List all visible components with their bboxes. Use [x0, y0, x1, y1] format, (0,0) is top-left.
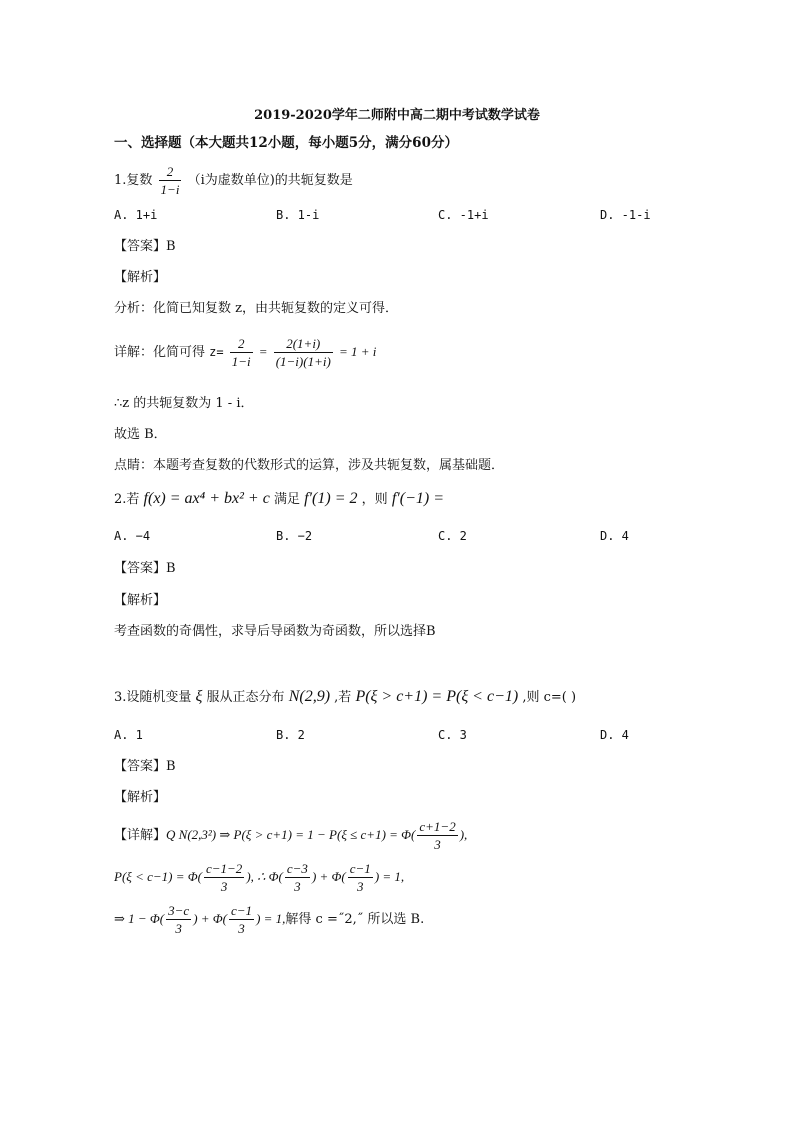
q1-detail	[114, 335, 376, 370]
question-1	[114, 163, 353, 198]
q3-l2c: ) + Φ(	[311, 869, 346, 884]
q2-answer: 【答案】B	[114, 561, 176, 576]
q3-l2b: ), ∴ Φ(	[246, 869, 283, 884]
q3-l1-frac	[417, 818, 457, 853]
question-2	[114, 490, 444, 509]
q3-l1b: ),	[459, 827, 468, 842]
q1-comment: 点睛：本题考查复数的代数形式的运算，涉及共轭复数，属基础题．	[114, 458, 505, 473]
q1-detail-frac1-den: 1−i	[231, 354, 251, 369]
q1-option-d: D. -1-i	[600, 208, 651, 222]
q3-l3-frac2	[229, 902, 254, 937]
q1-frac-num: 2	[159, 163, 182, 181]
q3-l3-num: 3−c	[168, 903, 190, 918]
q3-analysis-head: 【解析】	[114, 790, 167, 805]
q2-option-d: D. 4	[600, 529, 629, 543]
q1-analysis: 分析：化简已知复数 z，由共轭复数的定义可得．	[114, 301, 398, 316]
q1-suffix: （i为虚数单位)的共轭复数是	[187, 173, 353, 188]
q1-fraction	[159, 163, 182, 198]
q3-l1-den: 3	[434, 837, 441, 852]
q3-l1a: Q N(2,3²) ⇒ P(ξ > c+1) = 1 − P(ξ ≤ c+1) = Φ(	[166, 827, 416, 842]
q3-l3-den2: 3	[238, 921, 245, 936]
section-heading: 一、选择题（本大题共12小题，每小题5分，满分60分）	[114, 135, 458, 151]
q2-option-b: B. −2	[276, 529, 313, 543]
q3-cond: P(ξ > c+1) = P(ξ < c−1)	[355, 688, 519, 705]
q3-detail-line-1	[114, 818, 467, 853]
page-title: 2019-2020学年二师附中高二期中考试数学试卷	[254, 108, 540, 123]
q3-l2-num2: c−3	[286, 861, 308, 876]
q2-analysis-head: 【解析】	[114, 593, 167, 608]
q3-l2-num3: c−1	[349, 861, 371, 876]
q3-l3a: ⇒ 1 − Φ(	[114, 911, 165, 926]
q2-then: ，则	[361, 492, 388, 507]
q3-xi: ξ	[195, 688, 203, 705]
q2-prefix: 2.若	[114, 492, 140, 507]
q3-tail: ,则 c=( )	[522, 690, 577, 705]
q3-prefix: 3.设随机变量	[114, 690, 192, 705]
q3-l2-den3: 3	[357, 879, 364, 894]
q3-option-d: D. 4	[600, 728, 629, 742]
q1-detail-frac2	[274, 335, 333, 370]
q3-mid2: ,若	[334, 690, 352, 705]
q1-detail-frac2-den: (1−i)(1+i)	[275, 354, 331, 369]
q3-answer: 【答案】B	[114, 759, 176, 774]
q2-option-a: A. −4	[114, 529, 151, 543]
q3-l3b: ) + Φ(	[193, 911, 228, 926]
q3-detail-line-3	[114, 902, 424, 937]
q2-expr: f(x) = ax⁴ + bx² + c	[143, 490, 270, 507]
q1-detail-eq2: = 1 + i	[338, 344, 377, 359]
q2-ask: f′(−1) =	[391, 490, 445, 507]
q2-analysis: 考查函数的奇偶性，求导后导函数为奇函数，所以选择B	[114, 624, 436, 639]
question-3	[114, 688, 576, 707]
q3-l3-frac1	[166, 902, 191, 937]
q1-detail-eq1: =	[258, 344, 268, 359]
q1-detail-frac1	[230, 335, 253, 370]
q1-detail-frac1-num: 2	[230, 335, 253, 353]
q1-therefore: ∴z 的共轭复数为 1 - i．	[114, 396, 254, 411]
q1-detail-z: z=	[209, 345, 224, 359]
q1-detail-prefix: 详解：化简可得	[114, 345, 206, 360]
q1-prefix: 1.复数	[114, 173, 153, 188]
q1-analysis-head: 【解析】	[114, 270, 167, 285]
q1-detail-frac2-num: 2(1+i)	[274, 335, 333, 353]
q3-l2-frac3	[348, 860, 373, 895]
q3-l2-den: 3	[220, 879, 228, 894]
q3-l1-num: c+1−2	[419, 819, 456, 834]
q3-option-b: B. 2	[276, 728, 305, 742]
q3-dist: N(2,9)	[288, 688, 331, 705]
q1-option-b: B. 1-i	[276, 208, 320, 222]
q1-choose: 故选 B．	[114, 427, 167, 442]
q3-l2-den2: 3	[294, 879, 301, 894]
q3-option-a: A. 1	[114, 728, 143, 742]
q1-option-a: A. 1+i	[114, 208, 158, 222]
q1-answer: 【答案】B	[114, 239, 176, 254]
q3-l3-den: 3	[175, 921, 182, 936]
q3-detail-head: 【详解】	[114, 828, 167, 843]
q3-l3d: 解得 c =˝2,˝ 所以选 B.	[285, 912, 425, 927]
q1-frac-den: 1−i	[160, 182, 180, 197]
q3-l2-frac2	[285, 860, 310, 895]
q3-l2-frac1	[204, 860, 244, 895]
q2-option-c: C. 2	[438, 529, 467, 543]
q1-option-c: C. -1+i	[438, 208, 489, 222]
q2-cond: f′(1) = 2	[304, 490, 358, 507]
q2-mid: 满足	[273, 492, 300, 507]
q3-mid1: 服从正态分布	[206, 690, 285, 705]
q3-option-c: C. 3	[438, 728, 467, 742]
q3-l2a: P(ξ < c−1) = Φ(	[114, 869, 202, 884]
q3-l3c: ) = 1,	[256, 911, 286, 926]
q3-l2d: ) = 1,	[374, 869, 405, 884]
q3-l2-num: c−1−2	[205, 861, 243, 876]
q3-detail-line-2	[114, 860, 404, 895]
q3-l3-num2: c−1	[231, 903, 253, 918]
